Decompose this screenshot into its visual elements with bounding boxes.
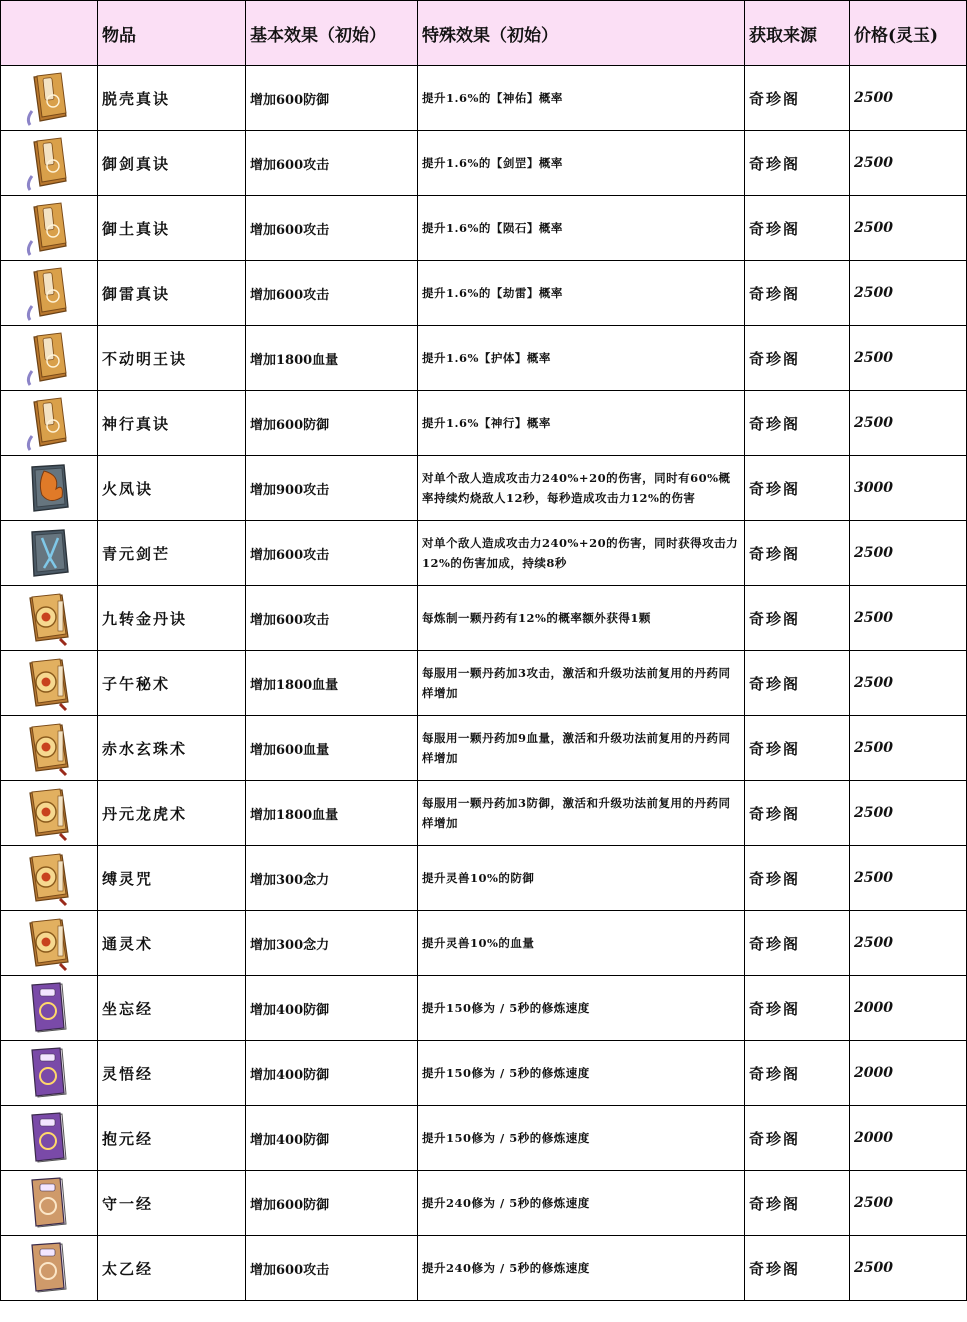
table-row bbox=[1, 1106, 967, 1171]
special-effect: 每服用一颗丹药加3防御，激活和升级功法前复用的丹药同样增加 bbox=[418, 781, 745, 846]
item-icon-cell bbox=[1, 131, 98, 196]
source: 奇珍阁 bbox=[745, 66, 850, 131]
source: 奇珍阁 bbox=[745, 391, 850, 456]
item-name: 丹元龙虎术 bbox=[98, 781, 246, 846]
item-name: 缚灵咒 bbox=[98, 846, 246, 911]
item-icon-cell bbox=[1, 1041, 98, 1106]
table-row bbox=[1, 131, 967, 196]
source: 奇珍阁 bbox=[745, 521, 850, 586]
price: 2500 bbox=[850, 391, 967, 456]
basic-effect: 增加400防御 bbox=[246, 1106, 418, 1171]
price: 2500 bbox=[850, 846, 967, 911]
basic-effect: 增加1800血量 bbox=[246, 326, 418, 391]
table-row bbox=[1, 1171, 967, 1236]
price: 2500 bbox=[850, 1171, 967, 1236]
basic-effect: 增加600攻击 bbox=[246, 196, 418, 261]
item-name: 青元剑芒 bbox=[98, 521, 246, 586]
stone-tablet-fire-icon bbox=[20, 478, 78, 497]
table-row bbox=[1, 261, 967, 326]
tan-sutra-book-icon bbox=[20, 1193, 78, 1212]
item-icon-cell bbox=[1, 326, 98, 391]
table-row bbox=[1, 66, 967, 131]
price: 2500 bbox=[850, 131, 967, 196]
source: 奇珍阁 bbox=[745, 1106, 850, 1171]
table-row bbox=[1, 846, 967, 911]
special-effect: 提升150修为 / 5秒的修炼速度 bbox=[418, 1106, 745, 1171]
source: 奇珍阁 bbox=[745, 1171, 850, 1236]
special-effect: 对单个敌人造成攻击力240%+20的伤害，同时获得攻击力12%的伤害加成，持续8秒 bbox=[418, 521, 745, 586]
stone-tablet-sword-icon bbox=[20, 543, 78, 562]
source: 奇珍阁 bbox=[745, 261, 850, 326]
special-effect: 每服用一颗丹药加3攻击，激活和升级功法前复用的丹药同样增加 bbox=[418, 651, 745, 716]
gold-pill-manual-icon bbox=[20, 738, 78, 757]
basic-effect: 增加600攻击 bbox=[246, 521, 418, 586]
basic-effect: 增加300念力 bbox=[246, 911, 418, 976]
item-name: 神行真诀 bbox=[98, 391, 246, 456]
item-icon-cell bbox=[1, 651, 98, 716]
item-icon-cell bbox=[1, 196, 98, 261]
special-effect: 提升1.6%【护体】概率 bbox=[418, 326, 745, 391]
table-row bbox=[1, 586, 967, 651]
price: 2500 bbox=[850, 781, 967, 846]
price: 2500 bbox=[850, 651, 967, 716]
item-icon-cell bbox=[1, 716, 98, 781]
special-effect: 提升1.6%的【劫雷】概率 bbox=[418, 261, 745, 326]
special-effect: 提升150修为 / 5秒的修炼速度 bbox=[418, 1041, 745, 1106]
item-icon-cell bbox=[1, 66, 98, 131]
gold-pill-manual-icon bbox=[20, 933, 78, 952]
price: 2500 bbox=[850, 911, 967, 976]
header-basic-effect: 基本效果（初始） bbox=[246, 1, 418, 66]
basic-effect: 增加600攻击 bbox=[246, 1236, 418, 1301]
purple-sutra-book-icon bbox=[20, 1128, 78, 1147]
gold-scroll-book-icon bbox=[20, 218, 78, 237]
special-effect: 对单个敌人造成攻击力240%+20的伤害，同时有60%概率持续灼烧敌人12秒，每秒造成攻击力12%的伤害 bbox=[418, 456, 745, 521]
table-row bbox=[1, 326, 967, 391]
basic-effect: 增加1800血量 bbox=[246, 651, 418, 716]
source: 奇珍阁 bbox=[745, 911, 850, 976]
special-effect: 提升1.6%的【剑罡】概率 bbox=[418, 131, 745, 196]
item-name: 灵悟经 bbox=[98, 1041, 246, 1106]
item-name: 御剑真诀 bbox=[98, 131, 246, 196]
basic-effect: 增加400防御 bbox=[246, 1041, 418, 1106]
table-row bbox=[1, 651, 967, 716]
basic-effect: 增加1800血量 bbox=[246, 781, 418, 846]
item-icon-cell bbox=[1, 586, 98, 651]
special-effect: 提升1.6%【神行】概率 bbox=[418, 391, 745, 456]
table-row bbox=[1, 911, 967, 976]
price: 2500 bbox=[850, 716, 967, 781]
source: 奇珍阁 bbox=[745, 716, 850, 781]
table-row bbox=[1, 196, 967, 261]
special-effect: 提升1.6%的【陨石】概率 bbox=[418, 196, 745, 261]
item-name: 御土真诀 bbox=[98, 196, 246, 261]
special-effect: 提升150修为 / 5秒的修炼速度 bbox=[418, 976, 745, 1041]
item-icon-cell bbox=[1, 456, 98, 521]
basic-effect: 增加400防御 bbox=[246, 976, 418, 1041]
gold-scroll-book-icon bbox=[20, 348, 78, 367]
basic-effect: 增加600血量 bbox=[246, 716, 418, 781]
table-row bbox=[1, 716, 967, 781]
basic-effect: 增加600防御 bbox=[246, 66, 418, 131]
header-row bbox=[1, 1, 967, 66]
item-name: 九转金丹诀 bbox=[98, 586, 246, 651]
item-name: 不动明王诀 bbox=[98, 326, 246, 391]
price: 2500 bbox=[850, 1236, 967, 1301]
item-icon-cell bbox=[1, 781, 98, 846]
source: 奇珍阁 bbox=[745, 196, 850, 261]
item-name: 御雷真诀 bbox=[98, 261, 246, 326]
gold-pill-manual-icon bbox=[20, 868, 78, 887]
price: 2500 bbox=[850, 196, 967, 261]
source: 奇珍阁 bbox=[745, 846, 850, 911]
source: 奇珍阁 bbox=[745, 131, 850, 196]
table-row bbox=[1, 456, 967, 521]
price: 2500 bbox=[850, 521, 967, 586]
item-icon-cell bbox=[1, 976, 98, 1041]
special-effect: 提升240修为 / 5秒的修炼速度 bbox=[418, 1236, 745, 1301]
source: 奇珍阁 bbox=[745, 1236, 850, 1301]
basic-effect: 增加900攻击 bbox=[246, 456, 418, 521]
table-row bbox=[1, 391, 967, 456]
gold-scroll-book-icon bbox=[20, 153, 78, 172]
header-price: 价格(灵玉) bbox=[850, 1, 967, 66]
price: 2000 bbox=[850, 1041, 967, 1106]
table-row bbox=[1, 1041, 967, 1106]
basic-effect: 增加300念力 bbox=[246, 846, 418, 911]
price: 2500 bbox=[850, 66, 967, 131]
basic-effect: 增加600防御 bbox=[246, 391, 418, 456]
item-name: 脱壳真诀 bbox=[98, 66, 246, 131]
item-icon-cell bbox=[1, 521, 98, 586]
price: 2000 bbox=[850, 976, 967, 1041]
special-effect: 每服用一颗丹药加9血量，激活和升级功法前复用的丹药同样增加 bbox=[418, 716, 745, 781]
item-icon-cell bbox=[1, 911, 98, 976]
special-effect: 提升240修为 / 5秒的修炼速度 bbox=[418, 1171, 745, 1236]
basic-effect: 增加600攻击 bbox=[246, 261, 418, 326]
source: 奇珍阁 bbox=[745, 326, 850, 391]
price: 2500 bbox=[850, 326, 967, 391]
item-icon-cell bbox=[1, 261, 98, 326]
gold-pill-manual-icon bbox=[20, 673, 78, 692]
tan-sutra-book-icon bbox=[20, 1258, 78, 1277]
basic-effect: 增加600攻击 bbox=[246, 131, 418, 196]
source: 奇珍阁 bbox=[745, 586, 850, 651]
item-name: 坐忘经 bbox=[98, 976, 246, 1041]
item-name: 守一经 bbox=[98, 1171, 246, 1236]
table-row bbox=[1, 1236, 967, 1301]
header-icon bbox=[1, 1, 98, 66]
purple-sutra-book-icon bbox=[20, 1063, 78, 1082]
item-name: 太乙经 bbox=[98, 1236, 246, 1301]
gold-pill-manual-icon bbox=[20, 803, 78, 822]
special-effect: 提升灵兽10%的血量 bbox=[418, 911, 745, 976]
table-row bbox=[1, 976, 967, 1041]
gold-scroll-book-icon bbox=[20, 413, 78, 432]
source: 奇珍阁 bbox=[745, 651, 850, 716]
price: 3000 bbox=[850, 456, 967, 521]
item-icon-cell bbox=[1, 1106, 98, 1171]
table-row bbox=[1, 521, 967, 586]
special-effect: 每炼制一颗丹药有12%的概率额外获得1颗 bbox=[418, 586, 745, 651]
source: 奇珍阁 bbox=[745, 456, 850, 521]
item-name: 火凤诀 bbox=[98, 456, 246, 521]
source: 奇珍阁 bbox=[745, 976, 850, 1041]
purple-sutra-book-icon bbox=[20, 998, 78, 1017]
header-source: 获取来源 bbox=[745, 1, 850, 66]
source: 奇珍阁 bbox=[745, 1041, 850, 1106]
gold-scroll-book-icon bbox=[20, 88, 78, 107]
item-icon-cell bbox=[1, 1236, 98, 1301]
basic-effect: 增加600攻击 bbox=[246, 586, 418, 651]
item-name: 赤水玄珠术 bbox=[98, 716, 246, 781]
table-row bbox=[1, 781, 967, 846]
price: 2500 bbox=[850, 261, 967, 326]
item-icon-cell bbox=[1, 846, 98, 911]
price: 2500 bbox=[850, 586, 967, 651]
special-effect: 提升1.6%的【神佑】概率 bbox=[418, 66, 745, 131]
item-icon-cell bbox=[1, 391, 98, 456]
item-name: 子午秘术 bbox=[98, 651, 246, 716]
price: 2000 bbox=[850, 1106, 967, 1171]
source: 奇珍阁 bbox=[745, 781, 850, 846]
gold-scroll-book-icon bbox=[20, 283, 78, 302]
special-effect: 提升灵兽10%的防御 bbox=[418, 846, 745, 911]
item-name: 抱元经 bbox=[98, 1106, 246, 1171]
header-item: 物品 bbox=[98, 1, 246, 66]
basic-effect: 增加600防御 bbox=[246, 1171, 418, 1236]
item-name: 通灵术 bbox=[98, 911, 246, 976]
item-icon-cell bbox=[1, 1171, 98, 1236]
header-special-effect: 特殊效果（初始） bbox=[418, 1, 745, 66]
gold-pill-manual-icon bbox=[20, 608, 78, 627]
